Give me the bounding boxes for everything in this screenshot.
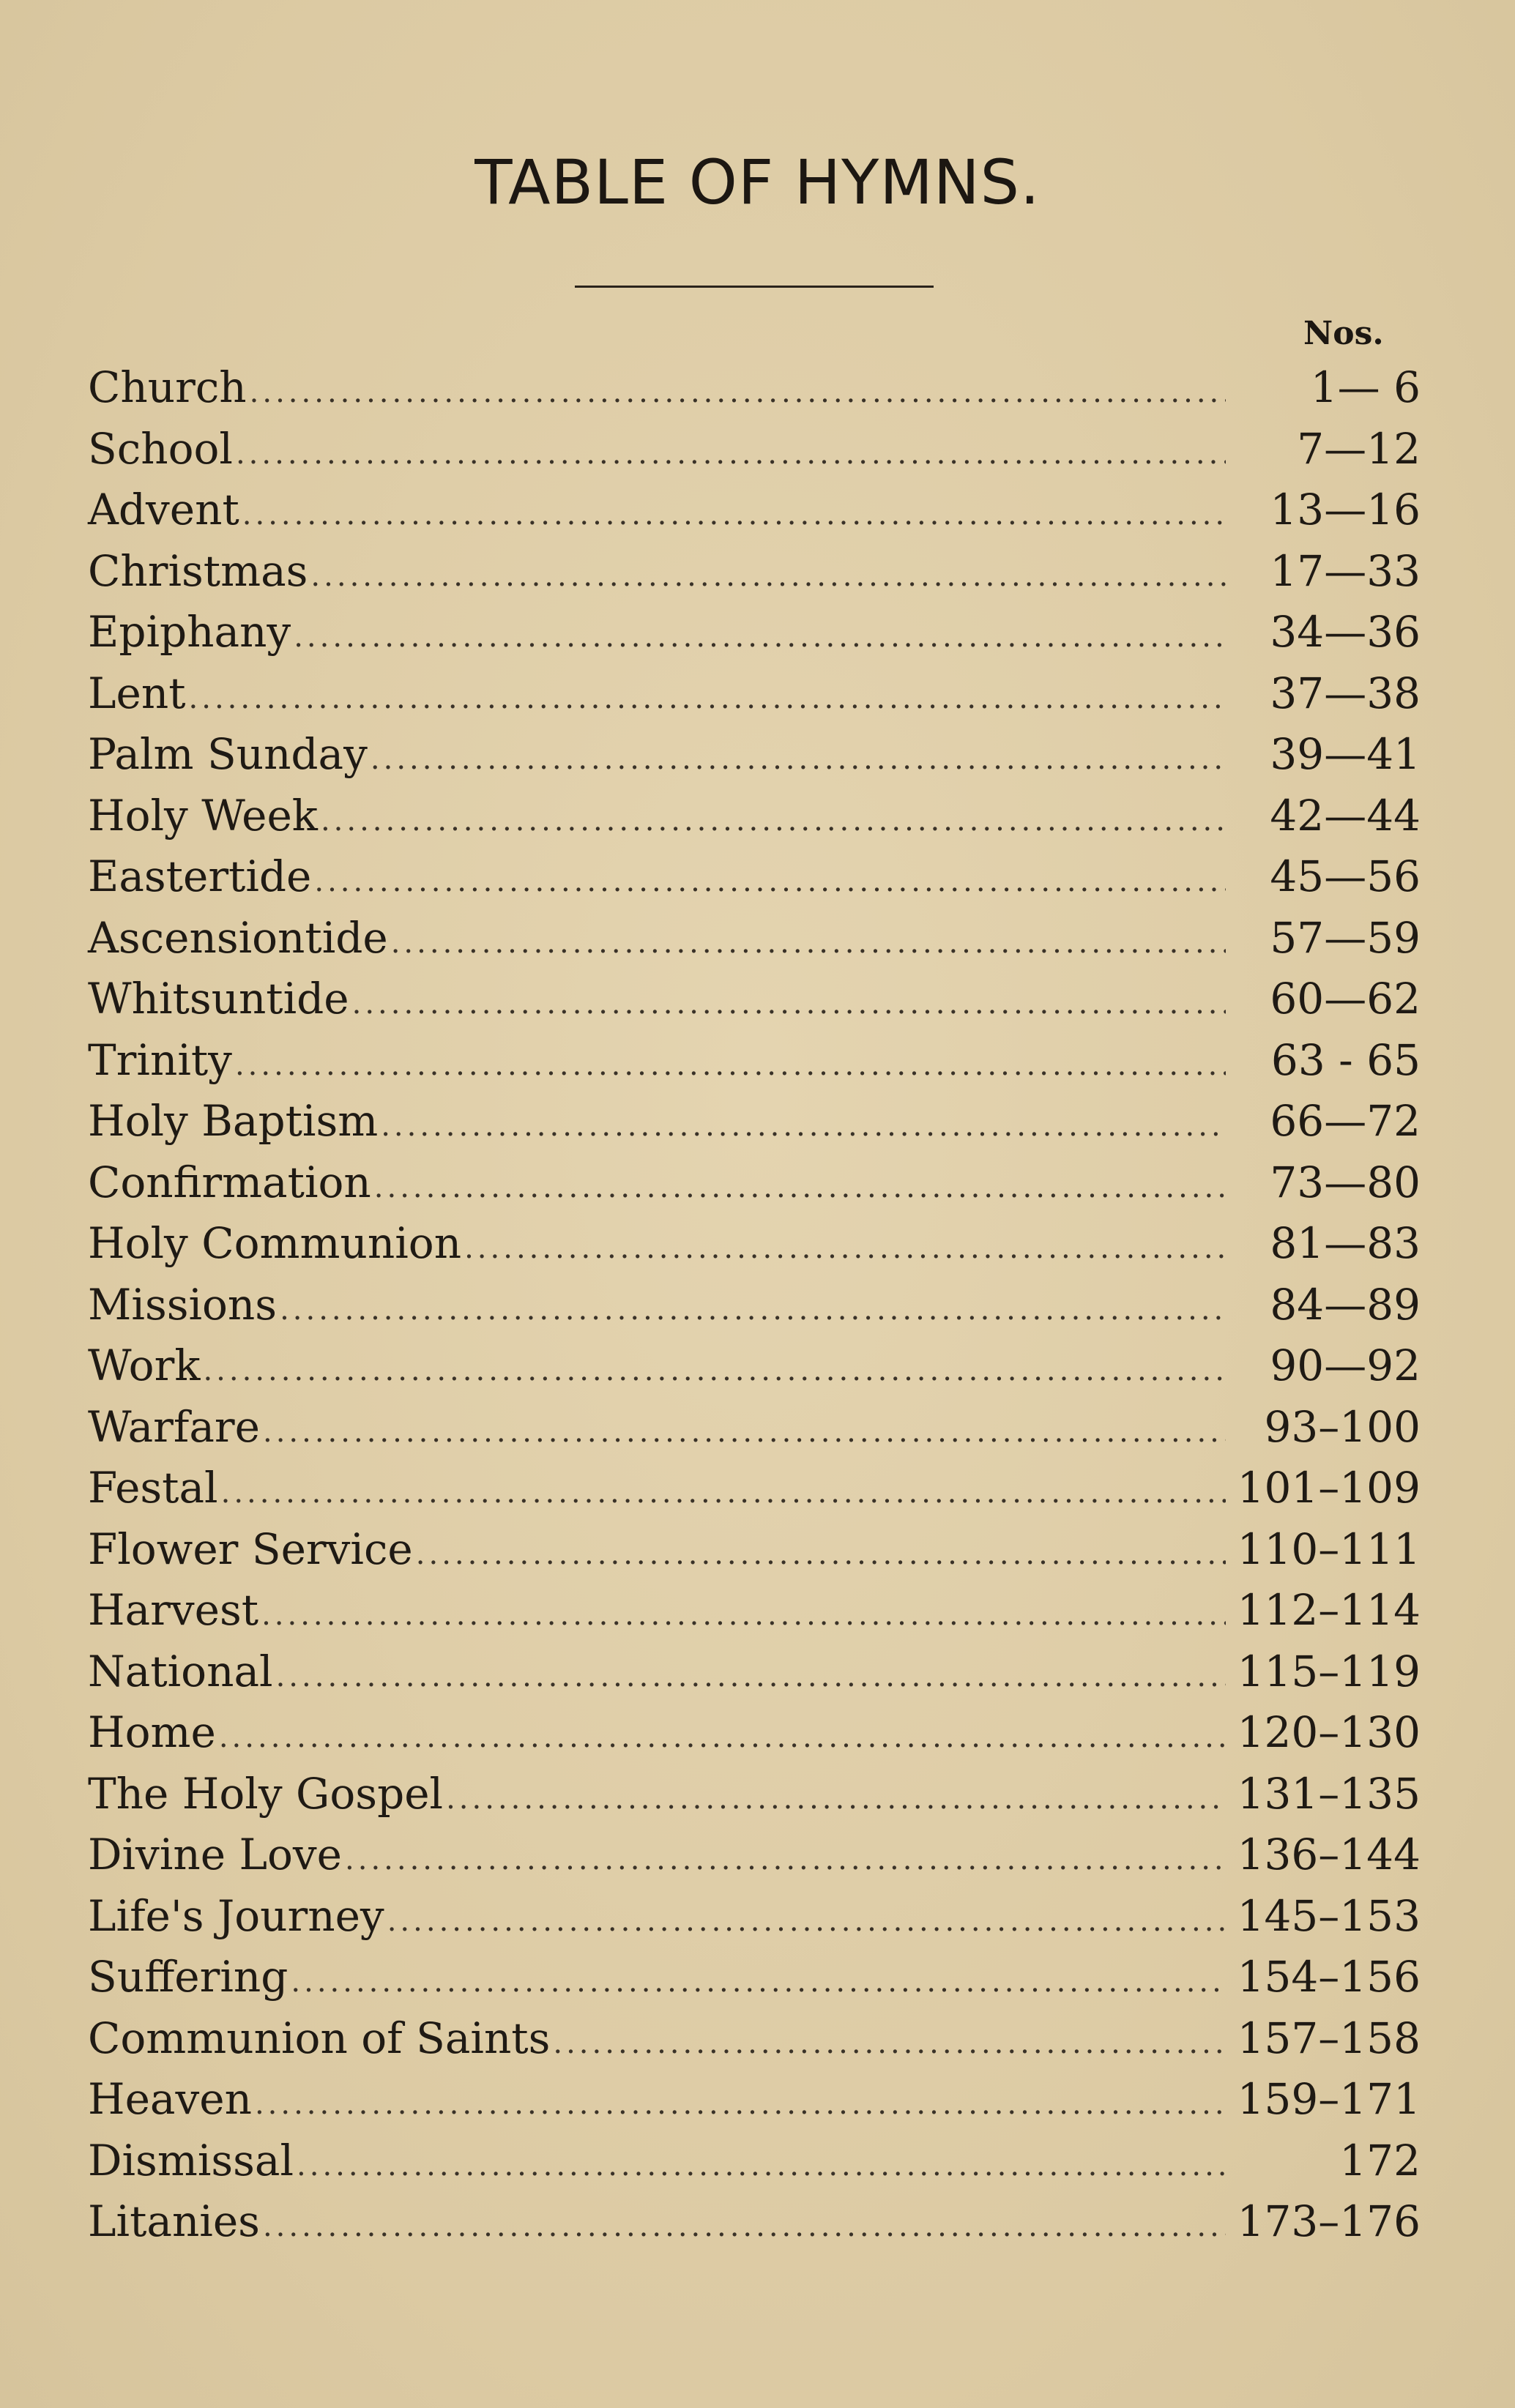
hymn-table-row	[88, 1519, 1428, 1581]
dot-leader	[297, 2136, 1226, 2197]
hymn-category-label: Holy Baptism	[88, 1096, 379, 1146]
hymn-number-range: 93–100	[1264, 1401, 1421, 1452]
dot-leader	[203, 1341, 1226, 1402]
dot-leader	[221, 1463, 1226, 1524]
hymn-number-range: 73—80	[1270, 1157, 1421, 1207]
hymn-number-range: 84—89	[1270, 1279, 1421, 1330]
page-title: TABLE OF HYMNS.	[474, 146, 1041, 218]
hymn-table	[88, 357, 1428, 2253]
hymn-number-range: 172	[1339, 2135, 1421, 2185]
hymn-category-label: Trinity	[88, 1035, 232, 1085]
hymn-number-range: 90—92	[1270, 1341, 1421, 1390]
hymn-table-row	[88, 1091, 1428, 1152]
hymn-table-row	[88, 480, 1428, 541]
hymn-table-row	[88, 2191, 1428, 2253]
hymn-table-row	[88, 724, 1428, 786]
hymn-category-label: Holy Week	[88, 790, 318, 840]
dot-leader	[391, 913, 1226, 974]
dot-leader	[553, 2013, 1225, 2075]
dot-leader	[276, 1647, 1226, 1708]
dot-leader	[381, 1096, 1226, 1158]
hymn-number-range: 1— 6	[1310, 362, 1421, 412]
hymn-number-range: 145–153	[1237, 1890, 1421, 1941]
hymn-number-range: 60—62	[1270, 974, 1421, 1024]
hymn-table-row	[88, 2131, 1428, 2192]
hymn-category-label: Litanies	[88, 2196, 260, 2246]
hymn-table-row	[88, 1947, 1428, 2008]
hymn-number-range: 110–111	[1237, 1524, 1421, 1574]
hymn-number-range: 120–130	[1237, 1707, 1421, 1757]
hymn-table-row	[88, 541, 1428, 603]
hymn-table-row	[88, 1030, 1428, 1092]
hymn-category-label: Home	[88, 1707, 216, 1757]
hymn-category-label: Epiphany	[88, 607, 291, 657]
hymn-number-range: 157–158	[1237, 2013, 1421, 2063]
hymn-number-range: 63 - 65	[1270, 1035, 1421, 1085]
hymn-table-row	[88, 846, 1428, 908]
dot-leader	[374, 1158, 1226, 1219]
hymn-table-row	[88, 1824, 1428, 1886]
hymn-category-label: Ascensiontide	[88, 912, 388, 963]
hymn-category-label: Harvest	[88, 1585, 259, 1635]
hymn-number-range: 131–135	[1237, 1768, 1421, 1819]
hymn-category-label: Palm Sunday	[88, 729, 368, 779]
hymn-number-range: 173–176	[1237, 2196, 1421, 2246]
hymn-table-row	[88, 1213, 1428, 1275]
hymn-number-range: 37—38	[1270, 668, 1421, 718]
dot-leader	[255, 2074, 1226, 2136]
dot-leader	[235, 1035, 1226, 1097]
dot-leader	[291, 1952, 1225, 2013]
hymn-number-range: 66—72	[1270, 1096, 1421, 1146]
hymn-number-range: 101–109	[1237, 1463, 1421, 1513]
hymn-table-row	[88, 969, 1428, 1030]
dot-leader	[310, 546, 1226, 608]
dot-leader	[261, 1585, 1226, 1647]
hymn-category-label: Confirmation	[88, 1157, 371, 1207]
hymn-number-range: 112–114	[1237, 1585, 1421, 1635]
hymn-number-range: 42—44	[1270, 790, 1421, 840]
hymn-number-range: 159–171	[1237, 2074, 1421, 2124]
dot-leader	[464, 1218, 1226, 1280]
hymn-table-row	[88, 1335, 1428, 1397]
hymn-category-label: Communion of Saints	[88, 2013, 551, 2063]
dot-leader	[352, 974, 1226, 1035]
dot-leader	[280, 1280, 1226, 1341]
hymn-table-row	[88, 1152, 1428, 1214]
hymn-table-row	[88, 1275, 1428, 1336]
title-divider	[575, 286, 934, 288]
dot-leader	[236, 424, 1226, 485]
hymn-category-label: Advent	[88, 485, 239, 534]
hymn-table-row	[88, 1886, 1428, 1947]
hymn-table-row	[88, 663, 1428, 725]
hymn-number-range: 39—41	[1270, 729, 1421, 779]
hymn-category-label: Heaven	[88, 2074, 252, 2124]
hymn-category-label: Life's Journey	[88, 1890, 384, 1941]
dot-leader	[263, 1402, 1226, 1464]
hymn-category-label: School	[88, 423, 233, 474]
hymn-table-row	[88, 1641, 1428, 1703]
hymn-category-label: Holy Communion	[88, 1218, 462, 1268]
dot-leader	[263, 2196, 1226, 2258]
hymn-category-label: Eastertide	[88, 851, 312, 901]
hymn-category-label: The Holy Gospel	[88, 1768, 444, 1819]
hymn-number-range: 136–144	[1237, 1830, 1421, 1879]
dot-leader	[242, 485, 1226, 546]
dot-leader	[250, 362, 1226, 424]
dot-leader	[387, 1891, 1226, 1953]
hymn-number-range: 154–156	[1237, 1952, 1421, 2002]
hymn-category-label: National	[88, 1646, 273, 1696]
hymn-table-row	[88, 1397, 1428, 1458]
hymn-category-label: Flower Service	[88, 1524, 413, 1574]
dot-leader	[345, 1830, 1226, 1891]
hymn-category-label: Dismissal	[88, 2135, 294, 2185]
dot-leader	[189, 668, 1226, 730]
hymn-number-range: 17—33	[1270, 545, 1421, 596]
hymn-category-label: Lent	[88, 668, 186, 718]
dot-leader	[446, 1769, 1226, 1830]
hymn-number-range: 57—59	[1270, 912, 1421, 963]
hymn-table-row	[88, 1458, 1428, 1519]
dot-leader	[219, 1707, 1226, 1769]
hymn-category-label: Whitsuntide	[88, 974, 349, 1024]
hymn-table-row	[88, 2008, 1428, 2070]
hymn-category-label: Christmas	[88, 545, 308, 596]
hymn-table-row	[88, 2069, 1428, 2131]
hymn-number-range: 115–119	[1237, 1646, 1421, 1696]
hymn-number-range: 45—56	[1270, 851, 1421, 901]
hymn-number-range: 7—12	[1297, 423, 1421, 474]
hymn-number-range: 13—16	[1270, 485, 1421, 534]
hymn-category-label: Suffering	[88, 1952, 289, 2002]
hymn-table-row	[88, 1764, 1428, 1825]
hymn-table-row	[88, 357, 1428, 419]
hymn-table-row	[88, 1702, 1428, 1764]
dot-leader	[294, 607, 1226, 668]
hymn-category-label: Warfare	[88, 1401, 260, 1452]
hymn-table-row	[88, 1580, 1428, 1641]
hymn-number-range: 81—83	[1270, 1218, 1421, 1268]
hymn-number-range: 34—36	[1270, 607, 1421, 657]
hymn-category-label: Divine Love	[88, 1830, 343, 1879]
hymn-category-label: Church	[88, 362, 247, 412]
numbers-column-header: Nos.	[1303, 315, 1384, 352]
dot-leader	[416, 1524, 1226, 1586]
hymn-table-row	[88, 419, 1428, 480]
dot-leader	[321, 791, 1226, 852]
dot-leader	[314, 851, 1226, 913]
hymn-category-label: Work	[88, 1341, 201, 1390]
hymn-table-row	[88, 908, 1428, 969]
hymn-table-row	[88, 786, 1428, 847]
hymn-category-label: Missions	[88, 1279, 278, 1330]
dot-leader	[371, 729, 1226, 791]
hymn-table-row	[88, 602, 1428, 663]
hymn-category-label: Festal	[88, 1463, 218, 1513]
